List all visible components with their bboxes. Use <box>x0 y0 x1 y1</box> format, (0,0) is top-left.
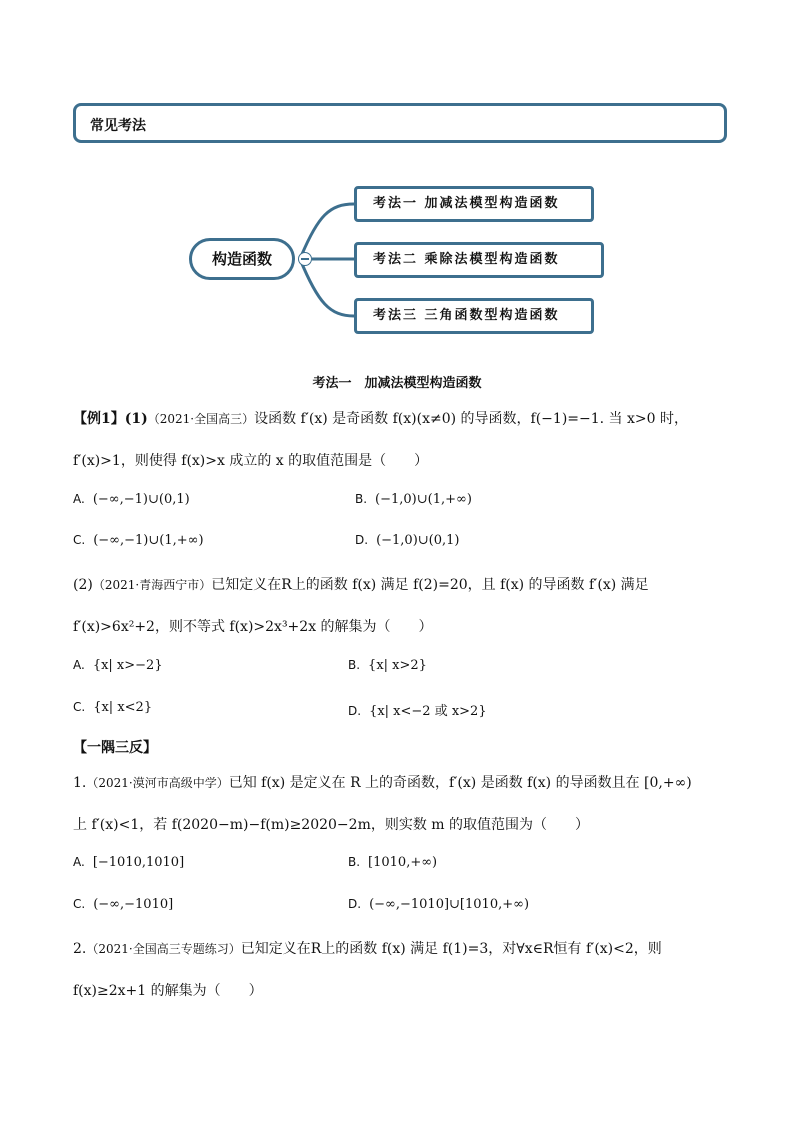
option-d[interactable]: D. (−1,0)∪(0,1) <box>355 533 460 548</box>
option-c[interactable]: C. (−∞,−1010] <box>73 897 174 912</box>
option-c[interactable]: C. {x| x<2} <box>73 700 153 715</box>
practice2-line2: f(x)≥2x+1 的解集为（ ） <box>73 983 263 999</box>
mindmap-branch-1: 考法一 加减法模型构造函数 <box>354 186 594 222</box>
option-a[interactable]: A. [−1010,1010] <box>73 855 185 870</box>
example-tag: 【例1】(1) <box>73 411 148 427</box>
mindmap-root: 构造函数 <box>189 238 295 280</box>
example1-line1 <box>73 408 688 428</box>
option-d[interactable]: D. (−∞,−1010]∪[1010,+∞) <box>348 897 530 912</box>
practice2-line1: 2.（2021·全国高三专题练习）已知定义在R上的函数 f(x) 满足 f(1)=3，对∀x∈R恒有 f′(x)<2，则 <box>73 941 662 957</box>
example1-q2-line1: (2)（2021·青海西宁市）已知定义在R上的函数 f(x) 满足 f(2)=20，且 f(x) 的导函数 f′(x) 满足 <box>73 577 649 593</box>
example1-line2: f′(x)>1，则使得 f(x)>x 成立的 x 的取值范围是（ ） <box>73 453 429 469</box>
practice-heading: 【一隅三反】 <box>73 740 157 756</box>
option-a[interactable]: A. {x| x>−2} <box>73 658 163 673</box>
option-b[interactable]: B. (−1,0)∪(1,+∞) <box>355 492 472 507</box>
collapse-icon[interactable] <box>298 252 312 266</box>
mindmap-branch-2: 考法二 乘除法模型构造函数 <box>354 242 604 278</box>
question-source: （2021·全国高三） <box>147 412 255 426</box>
option-d[interactable]: D. {x| x<−2 或 x>2} <box>348 704 487 719</box>
option-b[interactable]: B. [1010,+∞) <box>348 855 438 870</box>
section-title: 考法一 加减法模型构造函数 <box>312 376 482 391</box>
practice1-line2: 上 f′(x)<1，若 f(2020−m)−f(m)≥2020−2m，则实数 m 的取值范围为（ ） <box>73 817 590 833</box>
option-b[interactable]: B. {x| x>2} <box>348 658 427 673</box>
practice1-line1: 1.（2021·漠河市高级中学）已知 f(x) 是定义在 R 上的奇函数，f′(x) 是函数 f(x) 的导函数且在 [0,+∞) <box>73 775 692 791</box>
option-a[interactable]: A. (−∞,−1)∪(0,1) <box>73 492 190 507</box>
option-c[interactable]: C. (−∞,−1)∪(1,+∞) <box>73 533 204 548</box>
question-text: 设函数 f′(x) 是奇函数 f(x)(x≠0) 的导函数，f(−1)=−1. 当 x>0 时， <box>254 411 688 427</box>
mindmap-branch-3: 考法三 三角函数型构造函数 <box>354 298 594 334</box>
section-header-title: 常见考法 <box>90 118 146 134</box>
example1-q2-line2: f′(x)>6x²+2，则不等式 f(x)>2x³+2x 的解集为（ ） <box>73 619 433 635</box>
